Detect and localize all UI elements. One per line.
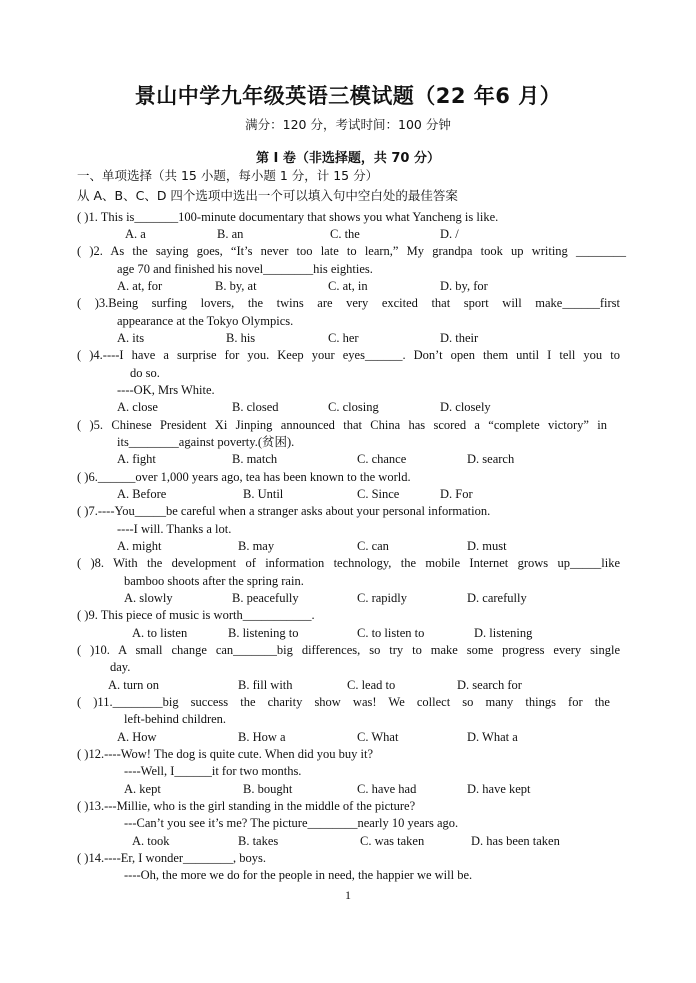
question-4-option-d: D. closely <box>440 400 491 414</box>
question-5-line-2: its________against poverty.(贫困). <box>117 435 295 449</box>
section-title: 第 I 卷（非选择题，共 70 分） <box>255 151 441 166</box>
question-13-line-1: ( )13.---Millie, who is the girl standing in the middle of the picture? <box>77 799 416 813</box>
question-10-line-2: day. <box>110 660 131 674</box>
question-2-line-1: ( )2. As the saying goes, “It’s never too late to learn,” My grandpa took up writing ________ <box>77 244 626 258</box>
question-8-option-c: C. rapidly <box>357 591 407 605</box>
question-6-option-b: B. Until <box>243 487 284 501</box>
question-9-option-d: D. listening <box>474 626 533 640</box>
question-4-option-c: C. closing <box>328 400 379 414</box>
question-7-option-b: B. may <box>238 539 275 553</box>
question-9-option-c: C. to listen to <box>357 626 425 640</box>
question-12-line-1: ( )12.----Wow! The dog is quite cute. When did you buy it? <box>77 747 374 761</box>
question-12-option-b: B. bought <box>243 782 293 796</box>
question-6-line-1: ( )6.______over 1,000 years ago, tea has been known to the world. <box>77 470 411 484</box>
part-title: 一、单项选择（共 15 小题，每小题 1 分，计 15 分） <box>77 168 379 183</box>
question-13-option-d: D. has been taken <box>471 834 560 848</box>
question-7-option-a: A. might <box>117 539 162 553</box>
question-4-line-3: ----OK, Mrs White. <box>117 383 215 397</box>
question-9-line-1: ( )9. This piece of music is worth___________. <box>77 608 315 622</box>
question-12-line-2: ----Well, I______it for two months. <box>124 764 302 778</box>
question-4-option-a: A. close <box>117 400 158 414</box>
question-13-option-a: A. took <box>132 834 170 848</box>
page-number: 1 <box>345 888 351 902</box>
question-4-line-1: ( )4.----I have a surprise for you. Keep your eyes______. Don’t open them until I tell you to <box>77 348 620 362</box>
question-3-option-d: D. their <box>440 331 479 345</box>
question-13-option-b: B. takes <box>238 834 279 848</box>
question-1-option-d: D. / <box>440 227 459 241</box>
question-8-option-a: A. slowly <box>124 591 173 605</box>
question-14-line-1: ( )14.----Er, I wonder________, boys. <box>77 851 267 865</box>
question-11-option-a: A. How <box>117 730 157 744</box>
question-11-option-c: C. What <box>357 730 399 744</box>
question-11-line-2: left-behind children. <box>124 712 227 726</box>
question-10-option-b: B. fill with <box>238 678 293 692</box>
question-1-line-1: ( )1. This is_______100-minute documentary that shows you what Yancheng is like. <box>77 210 499 224</box>
question-10-line-1: ( )10. A small change can_______big differences, so try to make some progress every single <box>77 643 620 657</box>
question-8-option-b: B. peacefully <box>232 591 299 605</box>
question-12-option-c: C. have had <box>357 782 417 796</box>
question-11-option-d: D. What a <box>467 730 518 744</box>
question-1-option-a: A. a <box>125 227 146 241</box>
question-3-line-2: appearance at the Tokyo Olympics. <box>117 314 294 328</box>
question-5-line-1: ( )5. Chinese President Xi Jinping announced that China has scored a “complete victory” in <box>77 418 607 432</box>
question-8-line-2: bamboo shoots after the spring rain. <box>124 574 304 588</box>
instructions: 从 A、B、C、D 四个选项中选出一个可以填入句中空白处的最佳答案 <box>77 188 458 203</box>
exam-title: 景山中学九年级英语三模试题（22 年6 月） <box>134 84 562 108</box>
question-7-line-2: ----I will. Thanks a lot. <box>117 522 232 536</box>
question-2-option-a: A. at, for <box>117 279 163 293</box>
question-2-option-c: C. at, in <box>328 279 368 293</box>
question-3-option-c: C. her <box>328 331 359 345</box>
question-13-line-2: ---Can’t you see it’s me? The picture________nearly 10 years ago. <box>124 816 459 830</box>
question-3-option-a: A. its <box>117 331 145 345</box>
question-13-option-c: C. was taken <box>360 834 425 848</box>
question-12-option-d: D. have kept <box>467 782 531 796</box>
question-7-option-c: C. can <box>357 539 389 553</box>
exam-subtitle: 满分：120 分，考试时间：100 分钟 <box>245 117 451 132</box>
question-8-line-1: ( )8. With the development of information technology, the mobile Internet grows up_____like <box>77 556 620 570</box>
question-5-option-a: A. fight <box>117 452 156 466</box>
question-5-option-c: C. chance <box>357 452 407 466</box>
question-7-option-d: D. must <box>467 539 507 553</box>
question-2-option-d: D. by, for <box>440 279 488 293</box>
question-9-option-a: A. to listen <box>132 626 188 640</box>
question-5-option-d: D. search <box>467 452 515 466</box>
question-14-line-2: ----Oh, the more we do for the people in need, the happier we will be. <box>124 868 473 882</box>
question-10-option-c: C. lead to <box>347 678 396 692</box>
question-3-option-b: B. his <box>226 331 256 345</box>
question-10-option-d: D. search for <box>457 678 522 692</box>
question-2-option-b: B. by, at <box>215 279 257 293</box>
question-11-option-b: B. How a <box>238 730 286 744</box>
question-4-option-b: B. closed <box>232 400 279 414</box>
question-10-option-a: A. turn on <box>108 678 160 692</box>
question-11-line-1: ( )11.________big success the charity show was! We collect so many things for the <box>77 695 610 709</box>
question-1-option-c: C. the <box>330 227 360 241</box>
question-7-line-1: ( )7.----You_____be careful when a stranger asks about your personal information. <box>77 504 491 518</box>
question-6-option-a: A. Before <box>117 487 167 501</box>
question-12-option-a: A. kept <box>124 782 161 796</box>
question-2-line-2: age 70 and finished his novel________his eighties. <box>117 262 373 276</box>
question-1-option-b: B. an <box>217 227 244 241</box>
question-3-line-1: ( )3.Being surfing lovers, the twins are very excited that sport will make______first <box>77 296 620 310</box>
question-6-option-d: D. For <box>440 487 473 501</box>
question-5-option-b: B. match <box>232 452 278 466</box>
question-8-option-d: D. carefully <box>467 591 527 605</box>
question-4-line-2: do so. <box>130 366 160 380</box>
question-6-option-c: C. Since <box>357 487 400 501</box>
question-9-option-b: B. listening to <box>228 626 299 640</box>
